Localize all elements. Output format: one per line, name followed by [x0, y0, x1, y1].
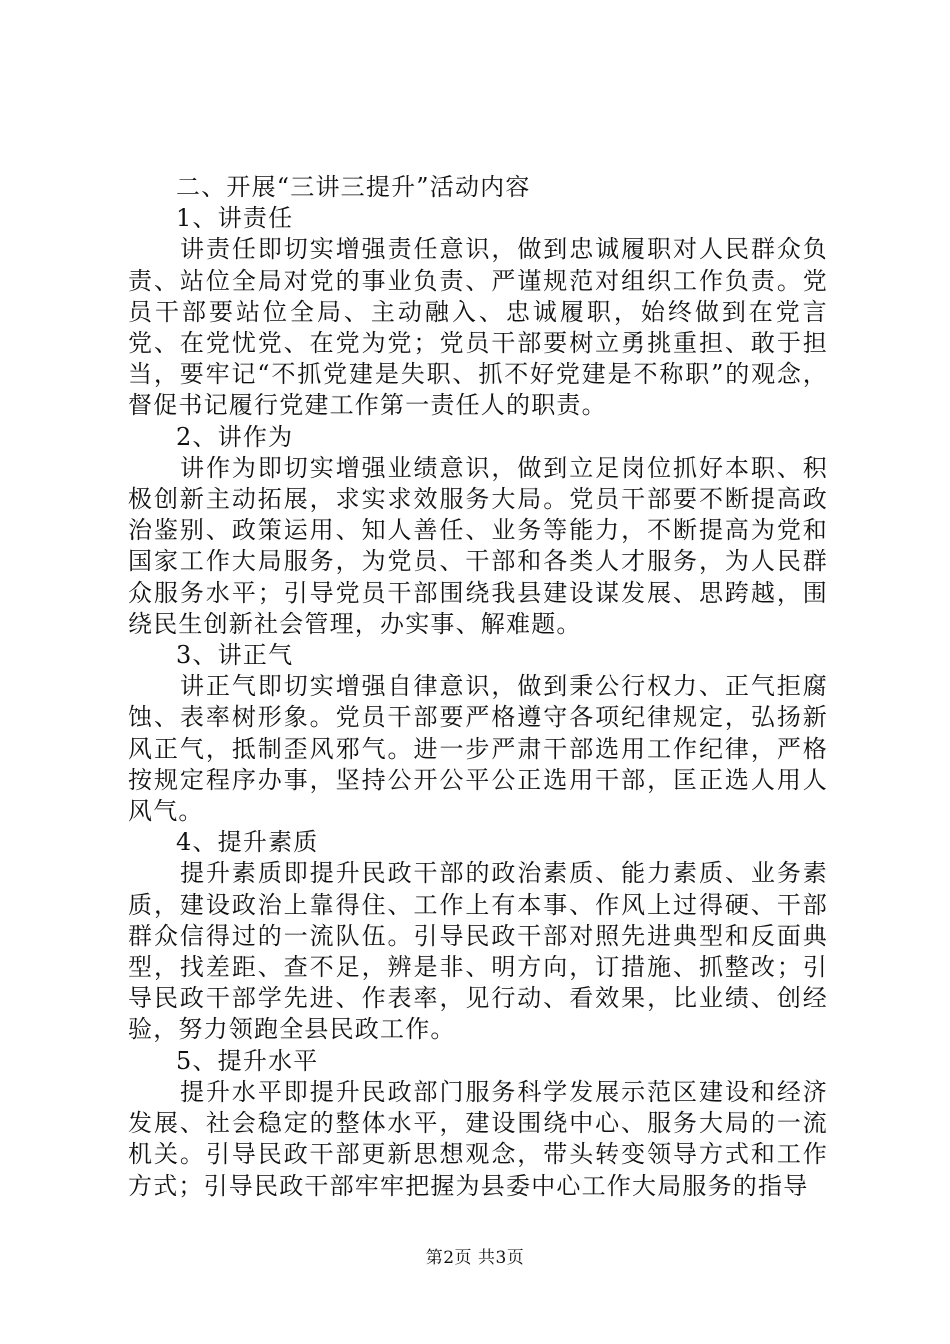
item-heading-integrity: 3、讲正气 [176, 641, 294, 670]
document-body [128, 172, 828, 1202]
item-heading-level: 5、提升水平 [176, 1046, 319, 1075]
item-heading-performance: 2、讲作为 [176, 422, 294, 451]
item-paragraph-integrity: 讲正气即切实增强自律意识，做到秉公行权力、正气拒腐蚀、表率树形象。党员干部要严格遵守各项纪律规定，弘扬新风正气，抵制歪风邪气。进一步严肃干部选用工作纪律，严格按规定程序办事，坚持公开公平公正选用干部，匡正选人用人风气。 [128, 672, 828, 826]
item-heading-responsibility: 1、讲责任 [176, 204, 294, 233]
item-paragraph-quality: 提升素质即提升民政干部的政治素质、能力素质、业务素质，建设政治上靠得住、工作上有本事、作风上过得硬、干部群众信得过的一流队伍。引导民政干部对照先进典型和反面典型，找差距、查不足，辨是非、明方向，订措施、抓整改；引导民政干部学先进、作表率，见行动、看效果，比业绩、创经验，努力领跑全县民政工作。 [128, 859, 828, 1044]
page-number-footer: 第2页 共3页 [425, 1248, 525, 1268]
item-paragraph-performance: 讲作为即切实增强业绩意识，做到立足岗位抓好本职、积极创新主动拓展，求实求效服务大局。党员干部要不断提高政治鉴别、政策运用、知人善任、业务等能力，不断提高为党和国家工作大局服务，为党员、干部和各类人才服务，为人民群众服务水平；引导党员干部围绕我县建设谋发展、思跨越，围绕民生创新社会管理，办实事、解难题。 [128, 453, 828, 638]
item-paragraph-level: 提升水平即提升民政部门服务科学发展示范区建设和经济发展、社会稳定的整体水平，建设围绕中心、服务大局的一流机关。引导民政干部更新思想观念，带头转变领导方式和工作方式；引导民政干部牢牢把握为县委中心工作大局服务的指导 [128, 1077, 828, 1200]
item-paragraph-responsibility: 讲责任即切实增强责任意识，做到忠诚履职对人民群众负责、站位全局对党的事业负责、严谨规范对组织工作负责。党员干部要站位全局、主动融入、忠诚履职，始终做到在党言党、在党忧党、在党为党；党员干部要树立勇挑重担、敢于担当，要牢记“不抓党建是失职、抓不好党建是不称职”的观念，督促书记履行党建工作第一责任人的职责。 [128, 235, 828, 420]
section-title: 二、开展“三讲三提升”活动内容 [176, 173, 531, 201]
item-heading-quality: 4、提升素质 [176, 828, 319, 857]
